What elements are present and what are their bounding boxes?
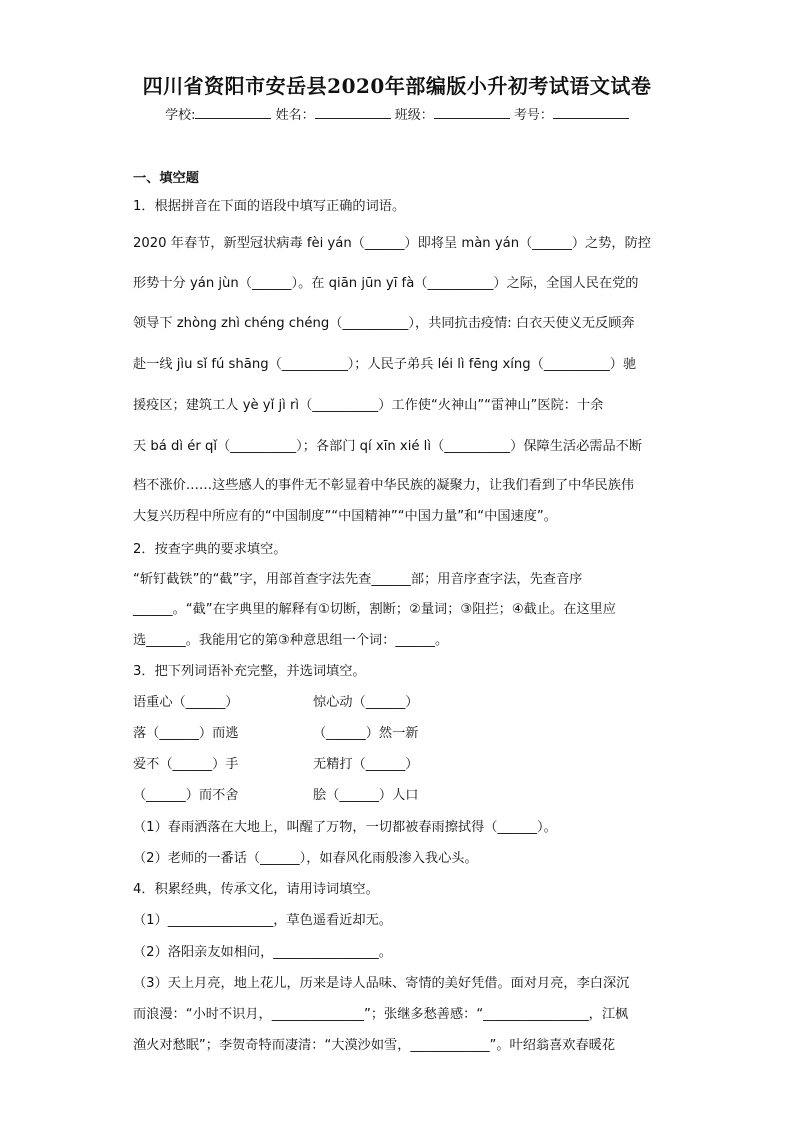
name-field[interactable] bbox=[315, 106, 391, 119]
exam-number-label: 考号： bbox=[513, 108, 553, 123]
question-3: 3．把下列词语补充完整，并选词填空。 bbox=[133, 664, 366, 679]
passage-line: 档不涨价……这些感人的事件无不彰显着中华民族的凝聚力，让我们看到了中华民族伟 bbox=[133, 478, 635, 493]
exam-number-field[interactable] bbox=[553, 106, 629, 119]
word-item: 落（______）而逃 bbox=[133, 726, 239, 741]
section-heading: 一、填空题 bbox=[133, 171, 199, 186]
passage-line: 2020 年春节，新型冠状病毒 fèi yán（______）即将呈 màn yán（______）之势，防控 bbox=[133, 236, 651, 251]
sentence-item: （1）春雨洒落在大地上，叫醒了万物，一切都被春雨擦拭得（______）。 bbox=[133, 820, 557, 835]
word-item: 脍（______）人口 bbox=[313, 788, 419, 803]
question-2: 2．按查字典的要求填空。 bbox=[133, 542, 287, 557]
poem-line: （3）天上月亮，地上花儿，历来是诗人品味、寄情的美好凭借。面对月亮，李白深沉 bbox=[133, 976, 630, 991]
question-4: 4．积累经典，传承文化，请用诗词填空。 bbox=[133, 882, 379, 897]
word-item: （______）然一新 bbox=[313, 726, 419, 741]
poem-line: 渔火对愁眠”；李贺奇特而凄清：“大漠沙如雪，____________”。叶绍翁喜欢春暖花 bbox=[133, 1038, 616, 1053]
question-line: ______。“截”在字典里的解释有①切断，割断；②量词；③阻拦；④截止。在这里应 bbox=[133, 602, 616, 617]
name-label: 姓名： bbox=[275, 108, 315, 123]
question-line: “斩钉截铁”的“截”字，用部首查字法先查______部；用音序查字法，先查音序 bbox=[133, 572, 583, 587]
school-label: 学校: bbox=[165, 108, 196, 123]
passage-line: 援疫区；建筑工人 yè yǐ jì rì（__________）工作使“火神山”“雷神山”医院：十余 bbox=[133, 398, 604, 413]
class-label: 班级： bbox=[394, 108, 434, 123]
passage-line: 赴一线 jìu sǐ fú shāng（__________）；人民子弟兵 léi lì fēng xíng（__________）驰 bbox=[133, 357, 637, 372]
question-1: 1．根据拼音在下面的语段中填写正确的词语。 bbox=[133, 199, 406, 214]
poem-line: 而浪漫：“小时不识月，______________”；张继多愁善感：“________________，江枫 bbox=[133, 1007, 629, 1022]
passage-line: 领导下 zhòng zhì chéng chéng（__________），共同抗击疫情: 白衣天使义无反顾奔 bbox=[133, 316, 635, 331]
passage-line: 大复兴历程中所应有的“中国制度”“中国精神”“中国力量”和“中国速度”。 bbox=[133, 509, 557, 524]
poem-item: （1）________________，草色遥看近却无。 bbox=[133, 913, 392, 928]
word-item: 无精打（______） bbox=[313, 757, 419, 772]
word-item: 爱不（______）手 bbox=[133, 757, 239, 772]
word-item: 惊心动（______） bbox=[313, 695, 419, 710]
word-item: 语重心（______） bbox=[133, 695, 239, 710]
page-title: 四川省资阳市安岳县2020年部编版小升初考试语文试卷 bbox=[142, 74, 652, 98]
sentence-item: （2）老师的一番话（______），如春风化雨般渗入我心头。 bbox=[133, 851, 478, 866]
school-field[interactable] bbox=[195, 106, 271, 119]
passage-line: 天 bá dì ér qǐ（__________）；各部门 qí xīn xié lì（__________）保障生活必需品不断 bbox=[133, 439, 643, 454]
student-info-row bbox=[0, 104, 794, 123]
question-line: 选______。我能用它的第③种意思组一个词：______。 bbox=[133, 633, 449, 648]
poem-item: （2）洛阳亲友如相问，________________。 bbox=[133, 945, 392, 960]
class-field[interactable] bbox=[434, 106, 510, 119]
word-item: （______）而不舍 bbox=[133, 788, 239, 803]
passage-line: 形势十分 yán jùn（______）。在 qiān jūn yī fà（__________）之际，全国人民在党的 bbox=[133, 276, 639, 291]
